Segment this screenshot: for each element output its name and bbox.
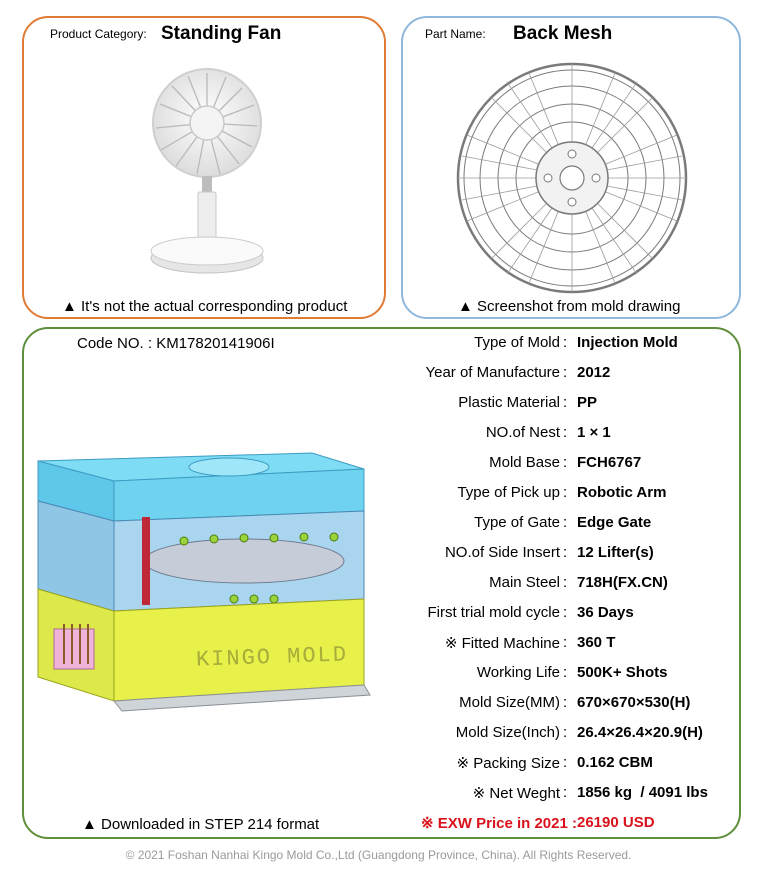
mold-code: Code NO. : KM17820141906I: [77, 335, 275, 352]
spec-key: Mold Base: [489, 454, 560, 471]
product-category-label: Product Category:: [50, 27, 147, 41]
spec-key: NO.of Nest: [485, 424, 560, 441]
spec-value: 1 × 1: [577, 424, 611, 441]
spec-value: 1856 kg / 4091 lbs: [577, 784, 708, 801]
spec-value: 360 T: [577, 634, 616, 651]
spec-value: 670×670×530(H): [577, 694, 691, 711]
spec-colon: :: [563, 544, 568, 561]
spec-colon: :: [563, 334, 568, 351]
spec-key: Type of Mold: [474, 334, 560, 351]
spec-row-trial-cycle: [300, 604, 720, 626]
spec-row-main-steel: [300, 574, 720, 596]
product-category-value: Standing Fan: [161, 23, 282, 44]
spec-row-side-insert: [300, 544, 720, 566]
part-name-value: Back Mesh: [513, 23, 613, 44]
product-category-panel: [22, 16, 386, 319]
price-value: 26190 USD: [577, 814, 655, 831]
spec-key: Main Steel: [489, 574, 560, 591]
mold-render-text: KINGO MOLD: [195, 642, 349, 673]
part-name-caption: ▲ Screenshot from mold drawing: [458, 298, 681, 315]
spec-key: Mold Size(MM): [459, 694, 560, 711]
spec-key: ※ Net Weght: [472, 785, 560, 802]
spec-colon: :: [563, 604, 568, 621]
spec-key: Type of Pick up: [457, 484, 560, 501]
spec-value: FCH6767: [577, 454, 642, 471]
spec-key: First trial mold cycle: [427, 604, 560, 621]
spec-colon: :: [563, 424, 568, 441]
spec-value: 500K+ Shots: [577, 664, 668, 681]
spec-row-fitted-machine: [300, 634, 720, 656]
standing-fan-icon: [142, 68, 272, 278]
spec-colon: :: [563, 394, 568, 411]
spec-value: Edge Gate: [577, 514, 652, 531]
spec-key: Year of Manufacture: [425, 364, 560, 381]
spec-colon: :: [563, 514, 568, 531]
spec-colon: :: [563, 574, 568, 591]
spec-key: NO.of Side Insert: [444, 544, 560, 561]
spec-key: ※ Packing Size: [456, 755, 560, 772]
spec-value: 26.4×26.4×20.9(H): [577, 724, 703, 741]
product-category-caption: ▲ It's not the actual corresponding product: [62, 298, 348, 315]
spec-value: PP: [577, 394, 598, 411]
spec-key: ※ Fitted Machine: [444, 635, 560, 652]
spec-colon: :: [563, 754, 568, 771]
spec-row-type-of-mold: [300, 334, 720, 356]
spec-colon: :: [563, 784, 568, 801]
spec-value: Injection Mold: [577, 334, 678, 351]
spec-row-mold-size-mm: [300, 694, 720, 716]
spec-key: Working Life: [476, 664, 560, 681]
spec-row-exw-price: [300, 814, 720, 836]
spec-row-mold-base: [300, 454, 720, 476]
spec-colon: :: [563, 724, 568, 741]
spec-colon: :: [563, 694, 568, 711]
spec-row-working-life: [300, 664, 720, 686]
part-name-label: Part Name:: [425, 27, 486, 41]
spec-row-net-weight: [300, 784, 720, 806]
spec-value: 2012: [577, 364, 611, 381]
spec-row-nest: [300, 424, 720, 446]
spec-value: 36 Days: [577, 604, 634, 621]
part-name-panel: [401, 16, 741, 319]
spec-key: Plastic Material: [458, 394, 560, 411]
spec-value: 0.162 CBM: [577, 754, 653, 771]
fan-back-mesh-icon: [447, 58, 697, 298]
spec-row-gate: [300, 514, 720, 536]
price-key: ※ EXW Price in 2021 :: [421, 815, 577, 832]
spec-value: 718H(FX.CN): [577, 574, 668, 591]
spec-row-pick-up: [300, 484, 720, 506]
spec-colon: :: [563, 364, 568, 381]
spec-row-year: [300, 364, 720, 386]
spec-colon: :: [563, 634, 568, 651]
spec-key: Type of Gate: [474, 514, 560, 531]
spec-value: 12 Lifter(s): [577, 544, 654, 561]
spec-row-plastic-material: [300, 394, 720, 416]
copyright-footer: © 2021 Foshan Nanhai Kingo Mold Co.,Ltd (Guangdong Province, China). All Rights Reserved.: [125, 848, 632, 862]
spec-key: Mold Size(Inch): [455, 724, 560, 741]
spec-row-mold-size-inch: [300, 724, 720, 746]
spec-colon: :: [563, 454, 568, 471]
spec-colon: :: [563, 484, 568, 501]
spec-value: Robotic Arm: [577, 484, 667, 501]
spec-colon: :: [563, 664, 568, 681]
mold-caption: ▲ Downloaded in STEP 214 format: [82, 816, 320, 833]
spec-row-packing-size: [300, 754, 720, 776]
